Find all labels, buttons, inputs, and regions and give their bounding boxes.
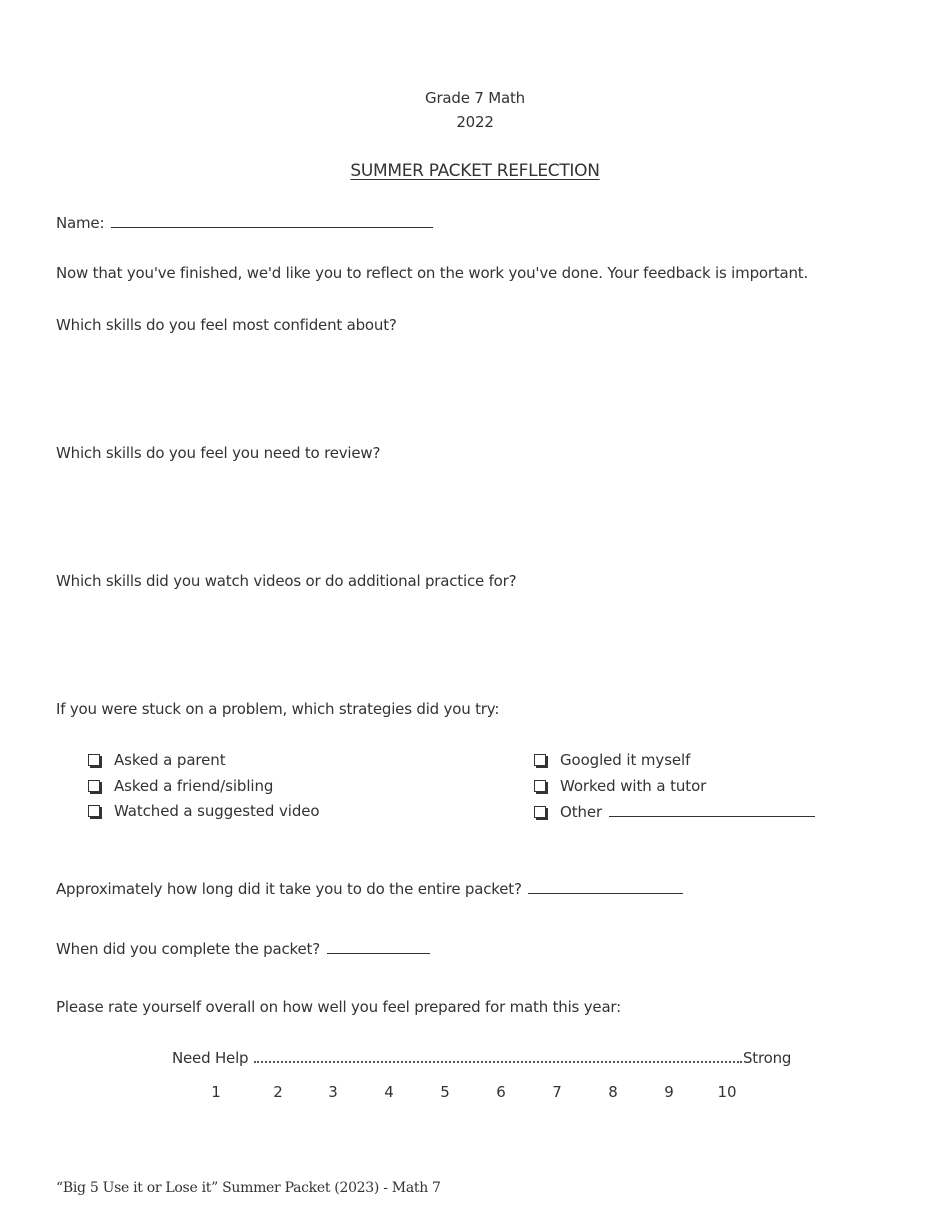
rating-5[interactable]: 5 bbox=[440, 1083, 450, 1101]
time-blank[interactable] bbox=[528, 879, 683, 894]
option-asked-friend[interactable] bbox=[88, 777, 273, 795]
scale-high-label: Strong bbox=[742, 1049, 792, 1067]
rating-scale-labels bbox=[172, 1049, 791, 1067]
complete-blank[interactable] bbox=[327, 939, 430, 954]
name-field bbox=[56, 213, 433, 232]
rating-3[interactable]: 3 bbox=[328, 1083, 338, 1101]
checkbox-icon[interactable] bbox=[88, 754, 100, 766]
complete-question bbox=[56, 939, 430, 958]
option-watched-video[interactable] bbox=[88, 802, 319, 820]
rating-8[interactable]: 8 bbox=[608, 1083, 618, 1101]
question-videos: Which skills did you watch videos or do additional practice for? bbox=[56, 572, 517, 590]
option-label: Asked a parent bbox=[114, 751, 226, 769]
option-label: Worked with a tutor bbox=[560, 777, 707, 795]
question-strategies: If you were stuck on a problem, which strategies did you try: bbox=[56, 700, 500, 718]
time-question bbox=[56, 879, 683, 898]
intro-text: Now that you've finished, we'd like you to reflect on the work you've done. Your feedback is important. bbox=[56, 264, 809, 282]
scale-dotted-line bbox=[254, 1049, 742, 1063]
other-blank[interactable] bbox=[609, 802, 815, 817]
rating-scale-numbers bbox=[0, 1083, 950, 1105]
option-other[interactable] bbox=[534, 802, 815, 821]
page-footer: “Big 5 Use it or Lose it” Summer Packet (2023) - Math 7 bbox=[56, 1180, 441, 1196]
rating-9[interactable]: 9 bbox=[664, 1083, 674, 1101]
rating-6[interactable]: 6 bbox=[496, 1083, 506, 1101]
option-asked-parent[interactable] bbox=[88, 751, 225, 769]
checkbox-icon[interactable] bbox=[534, 806, 546, 818]
course-label: Grade 7 Math bbox=[425, 89, 525, 107]
option-googled[interactable] bbox=[534, 751, 690, 769]
option-label: Watched a suggested video bbox=[114, 802, 320, 820]
rating-2[interactable]: 2 bbox=[273, 1083, 283, 1101]
name-blank[interactable] bbox=[111, 213, 433, 228]
checkbox-icon[interactable] bbox=[534, 754, 546, 766]
year-label: 2022 bbox=[456, 113, 494, 131]
option-label: Asked a friend/sibling bbox=[114, 777, 274, 795]
checkbox-icon[interactable] bbox=[88, 780, 100, 792]
time-question-text: Approximately how long did it take you to do the entire packet? bbox=[56, 880, 522, 898]
scale-low-label: Need Help bbox=[172, 1049, 249, 1067]
checkbox-icon[interactable] bbox=[534, 780, 546, 792]
page-title bbox=[0, 161, 950, 181]
checkbox-icon[interactable] bbox=[88, 805, 100, 817]
option-label: Other bbox=[560, 803, 603, 821]
name-label: Name: bbox=[56, 214, 105, 232]
rating-4[interactable]: 4 bbox=[384, 1083, 394, 1101]
question-confident: Which skills do you feel most confident about? bbox=[56, 316, 397, 334]
question-review: Which skills do you feel you need to review? bbox=[56, 444, 381, 462]
rating-7[interactable]: 7 bbox=[552, 1083, 562, 1101]
option-tutor[interactable] bbox=[534, 777, 706, 795]
page-title-text: SUMMER PACKET REFLECTION bbox=[350, 161, 600, 181]
option-label: Googled it myself bbox=[560, 751, 691, 769]
rating-1[interactable]: 1 bbox=[211, 1083, 221, 1101]
rating-10[interactable]: 10 bbox=[717, 1083, 737, 1101]
complete-question-text: When did you complete the packet? bbox=[56, 940, 320, 958]
rate-prompt: Please rate yourself overall on how well you feel prepared for math this year: bbox=[56, 998, 621, 1016]
